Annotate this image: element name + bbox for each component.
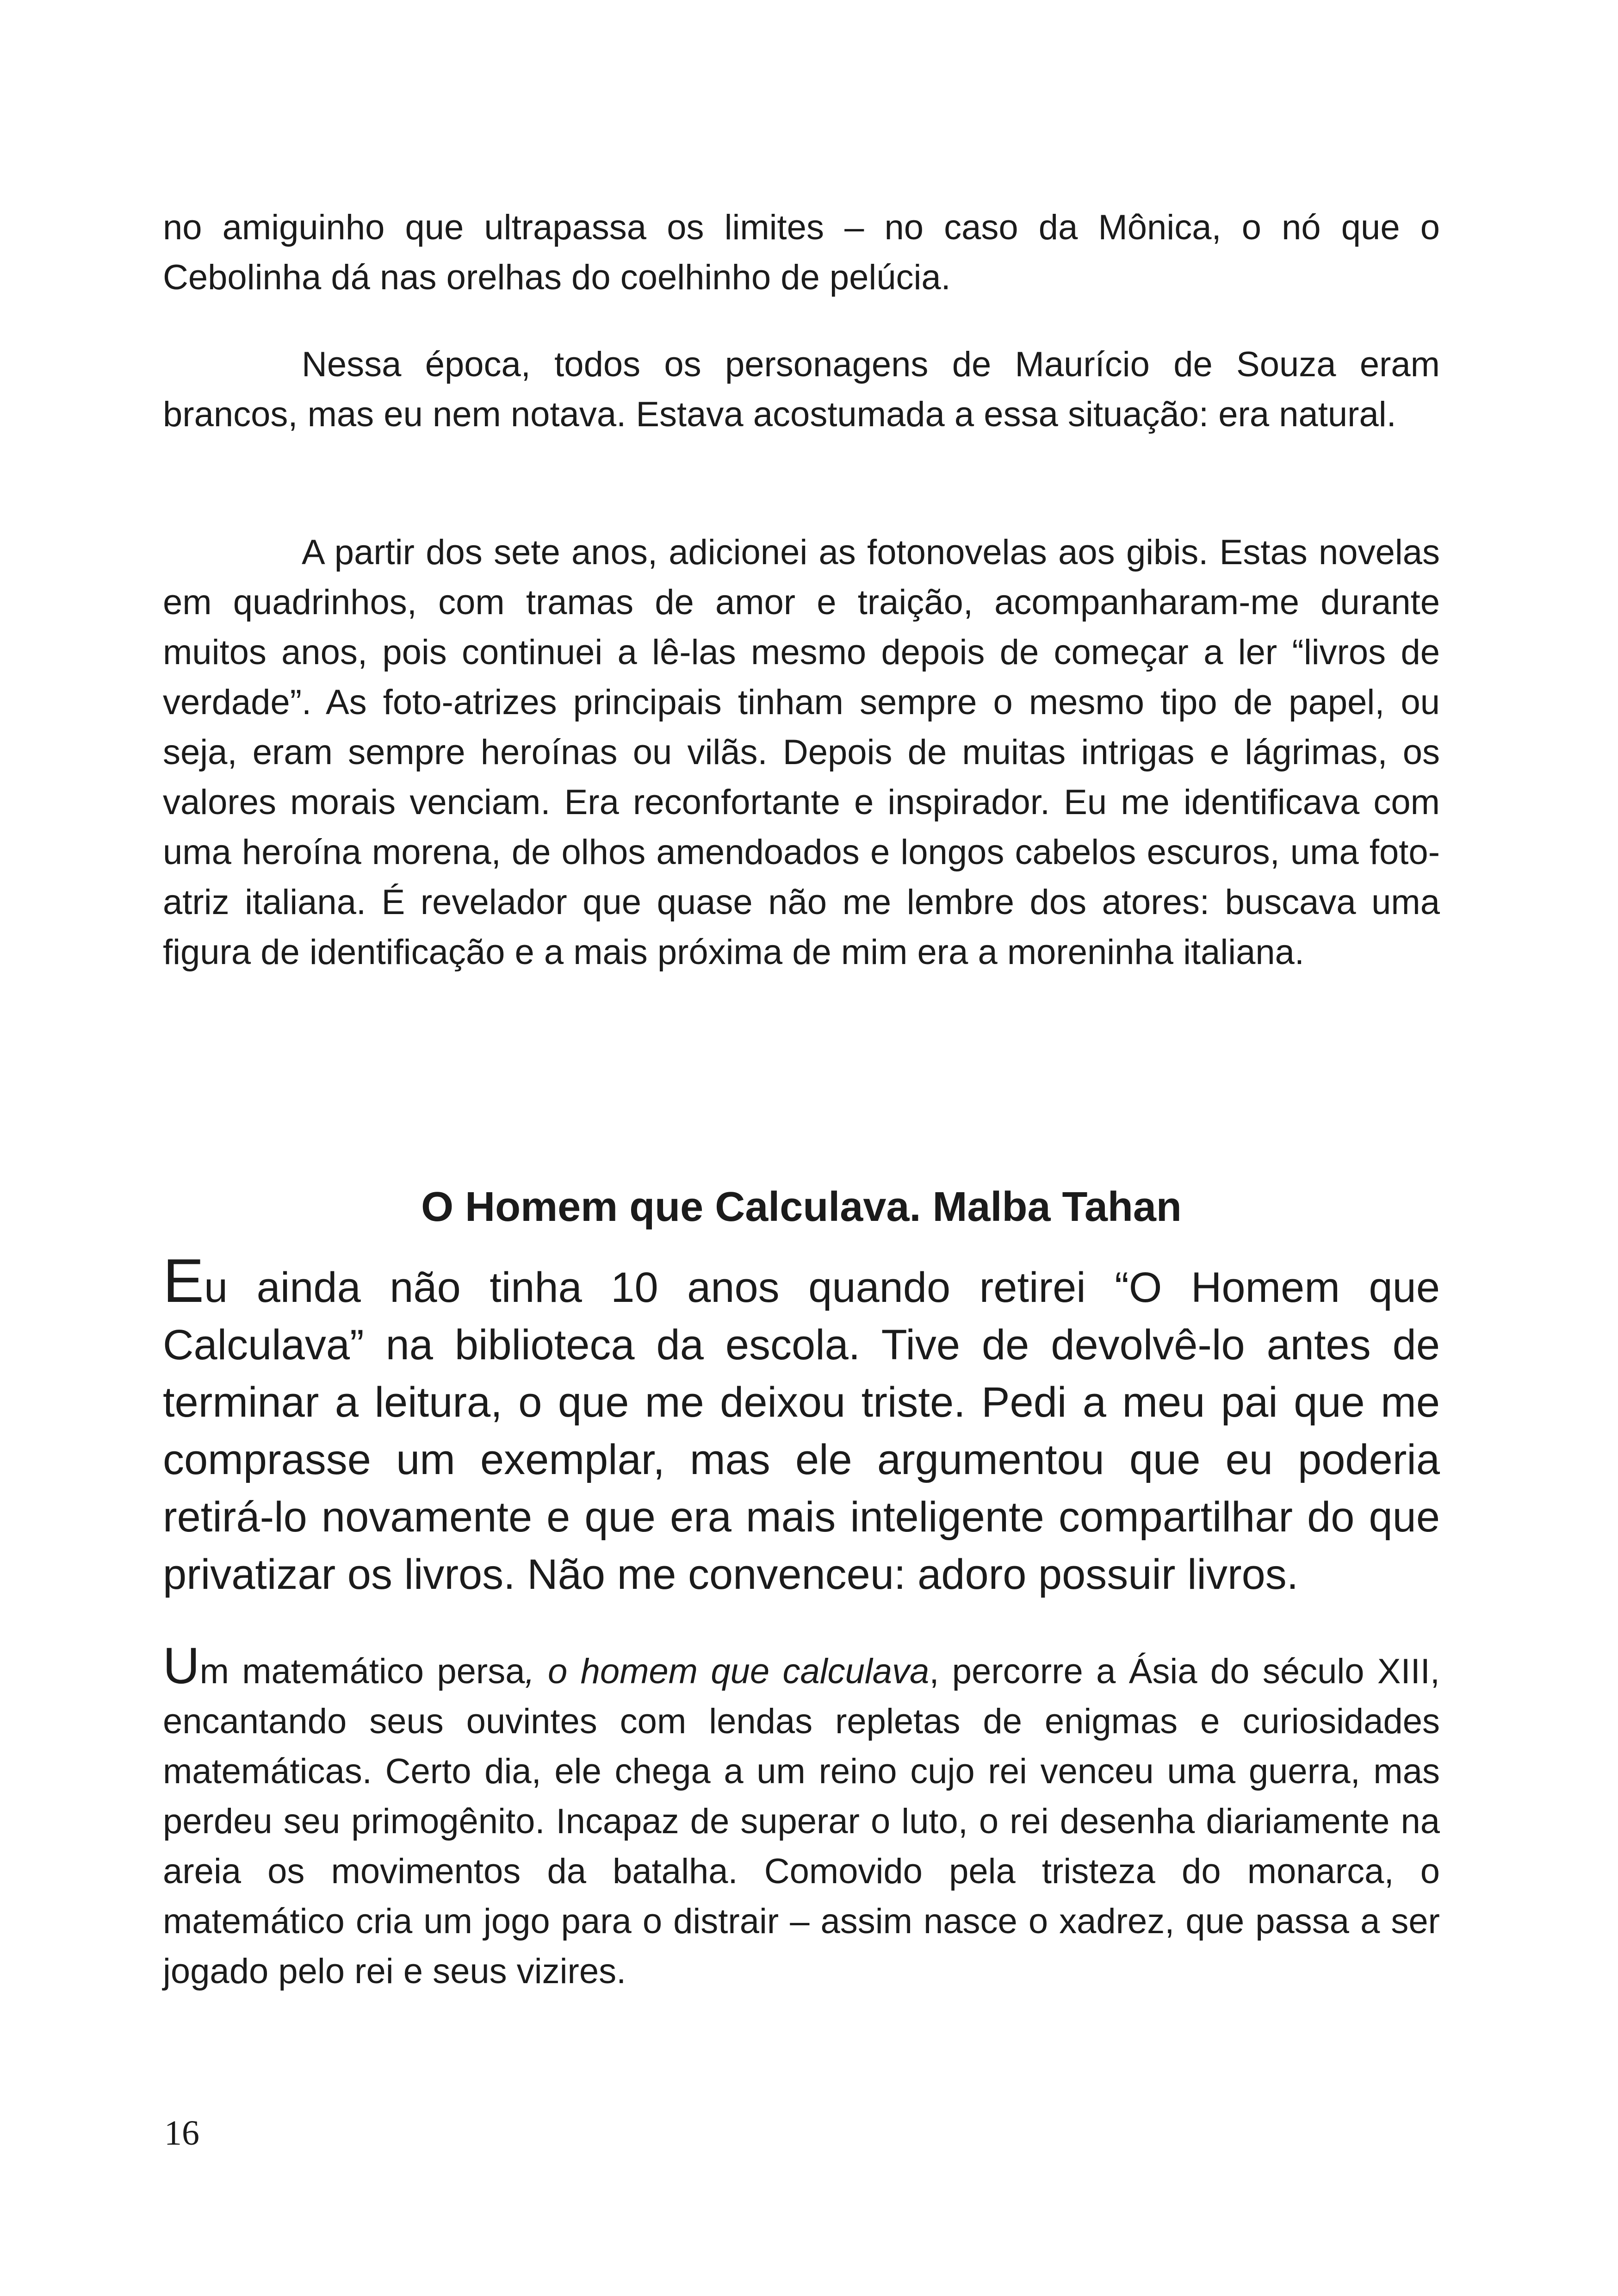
paragraph-text: m matemático persa	[199, 1652, 525, 1691]
paragraph-text: , percorre a Ásia do século XIII, encantando seus ouvintes com lendas repletas de enigmas e curiosidades matemáticas. Certo dia, ele chega a um reino cujo rei venceu uma guerra, mas perdeu seu primogênito. Incapaz de superar o luto, o rei desenha diariamente na areia os movimentos da batalha. Comovido pela tristeza do monarca, o matemático cria um jogo para o distrair – assim nasce o xadrez, que passa a ser jogado pelo rei e seus vizires.	[163, 1652, 1440, 1991]
drop-cap: E	[163, 1246, 204, 1315]
paragraph-book-summary	[163, 1637, 1440, 1997]
paragraph-fotonovelas: A partir dos sete anos, adicionei as fotonovelas aos gibis. Estas novelas em quadrinhos, com tramas de amor e traição, acompanharam-me durante muitos anos, pois continuei a lê-las mesmo depois de começar a ler “livros de verdade”. As foto-atrizes principais tinham sempre o mesmo tipo de papel, ou seja, eram sempre heroínas ou vilãs. Depois de muitas intrigas e lágrimas, os valores morais venciam. Era reconfortante e inspirador. Eu me identificava com uma heroína morena, de olhos amendoados e longos cabelos escuros, uma foto-atriz italiana. É revelador que quase não me lembre dos atores: buscava uma figura de identificação e a mais próxima de mim era a moreninha italiana.	[163, 533, 1440, 972]
italic-phrase: , o homem que calculava	[525, 1652, 930, 1691]
paragraph-mauricio-de-souza: Nessa época, todos os personagens de Maurício de Souza eram brancos, mas eu nem notava. Estava acostumada a essa situação: era natural.	[163, 345, 1440, 434]
page-number: 16	[164, 2114, 199, 2153]
drop-cap: U	[163, 1637, 200, 1694]
paragraph-text: u ainda não tinha 10 anos quando retirei “O Homem que Calculava” na biblioteca da escola. Tive de devolvê-lo antes de terminar a leitura, o que me deixou triste. Pedi a meu pai que me comprasse um exemplar, mas ele argumentou que eu poderia retirá-lo novamente e que era mais inteligente compartilhar do que privatizar os livros. Não me convenceu: adoro possuir livros.	[163, 1264, 1440, 1598]
section-heading: O Homem que Calculava. Malba Tahan	[421, 1184, 1182, 1230]
paragraph-continued: no amiguinho que ultrapassa os limites – no caso da Mônica, o nó que o Cebolinha dá nas orelhas do coelhinho de pelúcia.	[163, 208, 1440, 297]
paragraph-library-memory	[163, 1246, 1440, 1603]
